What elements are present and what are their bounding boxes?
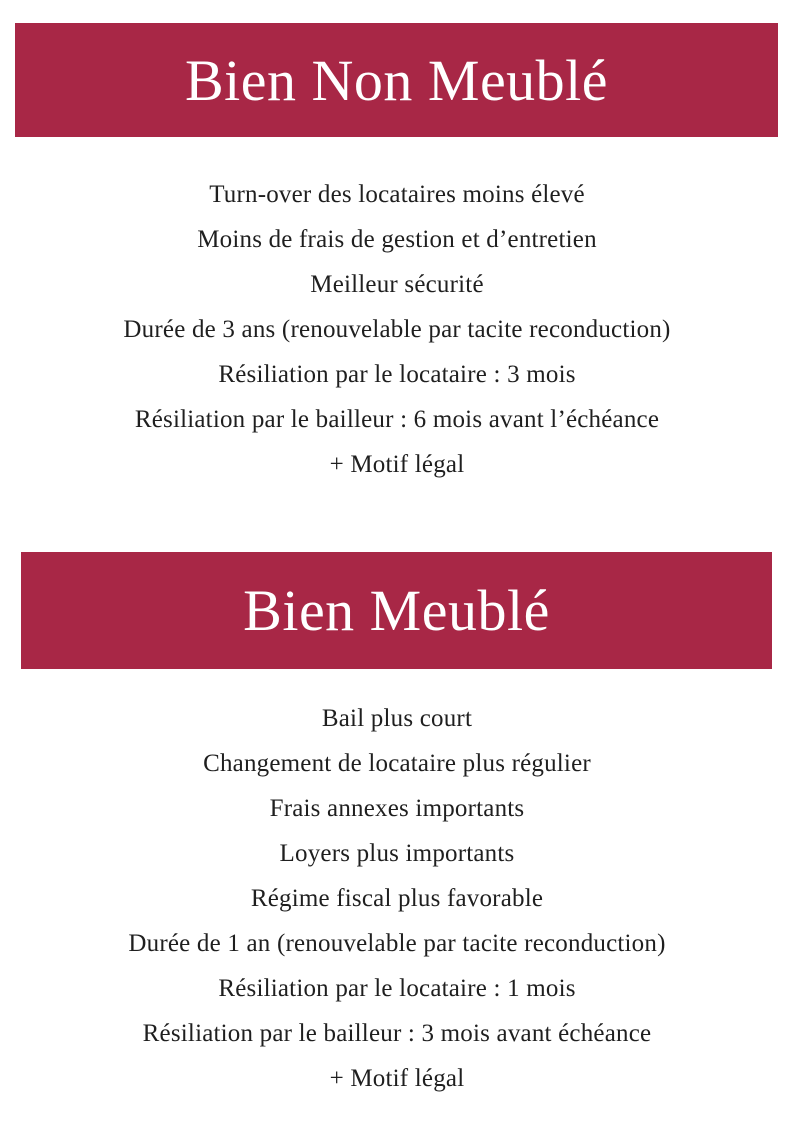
list-item: Résiliation par le locataire : 1 mois — [218, 975, 576, 1002]
list-item: Bail plus court — [321, 705, 473, 732]
list-item: Résiliation par le locataire : 3 mois — [218, 361, 576, 388]
list-item: + Motif légal — [329, 1065, 465, 1092]
features-list-non-meuble — [0, 172, 794, 487]
section-title-banner-meuble — [21, 552, 772, 669]
list-item: Durée de 1 an (renouvelable par tacite reconduction) — [128, 930, 666, 957]
section-title-banner-non-meuble — [15, 23, 778, 137]
list-item: Frais annexes importants — [269, 795, 525, 822]
features-list-meuble — [0, 696, 794, 1101]
list-item: Résiliation par le bailleur : 6 mois avant l’échéance — [134, 406, 660, 433]
section-title-non-meuble: Bien Non Meublé — [184, 47, 609, 113]
list-item: + Motif légal — [329, 451, 465, 478]
section-title-meuble: Bien Meublé — [243, 578, 550, 643]
list-item: Changement de locataire plus régulier — [203, 750, 591, 777]
list-item: Moins de frais de gestion et d’entretien — [197, 226, 597, 253]
list-item: Turn-over des locataires moins élevé — [209, 181, 585, 208]
list-item: Meilleur sécurité — [310, 271, 484, 298]
list-item: Résiliation par le bailleur : 3 mois avant échéance — [142, 1020, 652, 1047]
list-item: Loyers plus importants — [279, 840, 515, 867]
list-item: Durée de 3 ans (renouvelable par tacite reconduction) — [123, 316, 671, 343]
list-item: Régime fiscal plus favorable — [250, 885, 544, 912]
